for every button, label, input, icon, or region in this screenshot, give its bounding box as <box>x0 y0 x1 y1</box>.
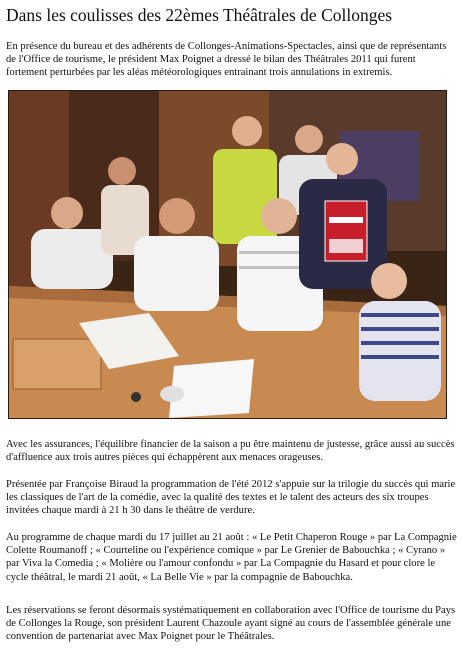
reservations-paragraph: Les réservations se feront désormais systématiquement en collaboration avec l'Office de tourisme du Pays de Collonges la Rouge, son président Laurent Chazoule ayant signé au cours de l'assemblée générale une convention de partenariat avec Max Poignet pour le Théâtrales. <box>6 605 456 643</box>
programme-intro-paragraph: Présentée par Françoise Biraud la programmation de l'été 2012 s'appuie sur la trilogie du succès qui marie les classiques de l'art de la comédie, avec la qualité des textes et le talent des acteurs des six troupes invitées chaque mardi à 21 h 30 dans le théâtre de verdure. <box>6 479 456 517</box>
article-title: Dans les coulisses des 22èmes Théâtrales de Collonges <box>6 5 393 25</box>
finance-paragraph: Avec les assurances, l'équilibre financier de la saison a pu être maintenu de justesse, grâce aussi au succès d'affluence aux trois autres pièces qui échappèrent aux menaces orageuses. <box>6 439 455 464</box>
intro-paragraph: En présence du bureau et des adhérents de Collonges-Animations-Spectacles, ainsi que de représentants de l'Office de tourisme, le président Max Poignet a dressé le bilan des Théâtrales 2011 qui furent fortement perturbées par les aléas météorologiques entrainant trois annulations in extremis. <box>6 41 447 79</box>
programme-list-paragraph: Au programme de chaque mardi du 17 juillet au 21 août : « Le Petit Chaperon Rouge » par La Compagnie Colette Roumanoff ; « Courteline ou l'expérience comique » par Le Grenier de Babouchka ; « Cyrano » par Viva la Comedia ; « Molière ou l'amour confondu » par La Compagnie du Hasard et pour clore le cycle théâtral, le mardi 21 août, « La Belle Vie » par la compagnie de Babouchka. <box>6 532 457 583</box>
article-photo <box>8 90 447 419</box>
